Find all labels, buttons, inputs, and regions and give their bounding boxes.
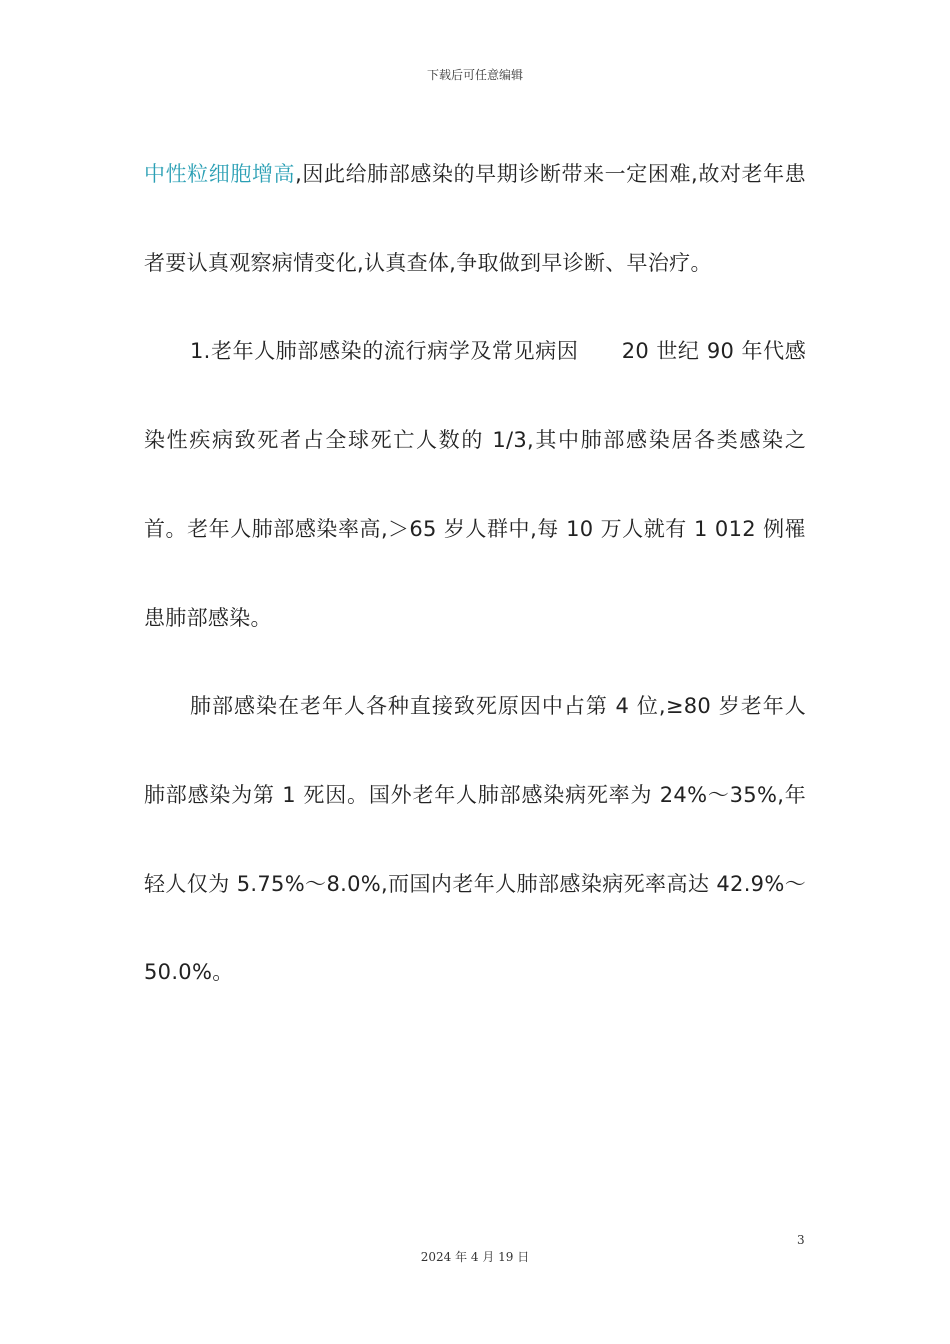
paragraph-3: 肺部感染在老年人各种直接致死原因中占第 4 位,≥80 岁老年人肺部感染为第 1 死因。国外老年人肺部感染病死率为 24%～35%,年轻人仅为 5.75%～8.0%,而国内老年人肺部感染病死率高达 42.9%～50.0%。 — [144, 694, 806, 985]
paragraph-2: 1.老年人肺部感染的流行病学及常见病因 20 世纪 90 年代感染性疾病致死者占全球死亡人数的 1/3,其中肺部感染居各类感染之首。老年人肺部感染率高,＞65 岁人群中,每 10 万人就有 1 012 例罹患肺部感染。 — [144, 339, 806, 630]
highlighted-term[interactable]: 中性粒细胞增高 — [144, 162, 296, 186]
page-number: 3 — [797, 1233, 805, 1247]
footer-date: 2024 年 4 月 19 日 — [420, 1250, 530, 1264]
paragraph-1 — [144, 130, 806, 307]
document-body — [144, 130, 806, 1017]
page-header: 下载后可任意编辑 — [426, 68, 523, 82]
paragraph-1-text: ,因此给肺部感染的早期诊断带来一定困难,故对老年患者要认真观察病情变化,认真查体,争取做到早诊断、早治疗。 — [144, 162, 806, 275]
